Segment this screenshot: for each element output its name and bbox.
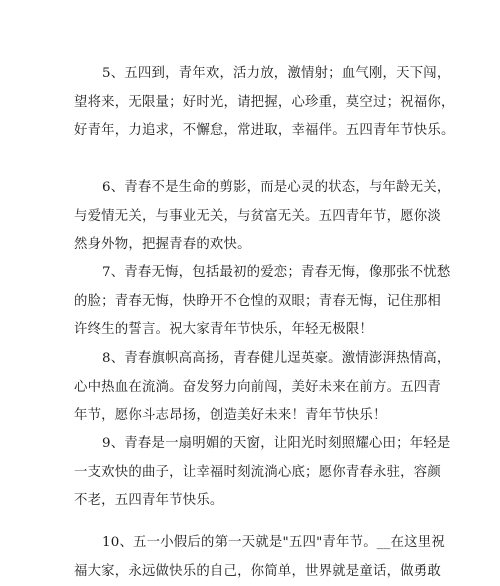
paragraph-5 bbox=[74, 60, 434, 146]
paragraph-line: 10、五一小假后的第一天就是"五四"青年节。__在这里祝 bbox=[74, 529, 434, 558]
paragraph-line: 7、青春无悔，包括最初的爱恋；青春无悔，像那张不忧愁 bbox=[74, 259, 434, 288]
paragraph-line: 望将来，无限量；好时光，请把握，心珍重，莫空过；祝福你， bbox=[74, 89, 434, 118]
paragraph-10 bbox=[74, 529, 434, 586]
paragraph-9 bbox=[74, 430, 434, 516]
paragraph-line: 不老，五四青年节快乐。 bbox=[74, 487, 434, 516]
paragraph-line: 与爱情无关，与事业无关，与贫富无关。五四青年节，愿你淡 bbox=[74, 203, 434, 232]
paragraph-line: 5、五四到，青年欢，活力放，激情射；血气刚，天下闯， bbox=[74, 60, 434, 89]
paragraph-line: 9、青春是一扇明媚的天窗，让阳光时刻照耀心田；年轻是 bbox=[74, 430, 434, 459]
paragraph-8 bbox=[74, 345, 434, 431]
paragraph-line: 6、青春不是生命的剪影，而是心灵的状态，与年龄无关， bbox=[74, 174, 434, 203]
paragraph-line: 的脸；青春无悔，快睁开不仓惶的双眼；青春无悔，记住那相 bbox=[74, 288, 434, 317]
paragraph-7 bbox=[74, 259, 434, 345]
paragraph-line: 然身外物，把握青春的欢快。 bbox=[74, 231, 434, 260]
paragraph-line: 年节，愿你斗志昂扬，创造美好未来！青年节快乐！ bbox=[74, 402, 434, 431]
paragraph-line: 好青年，力追求，不懈怠，常进取，幸福伴。五四青年节快乐。 bbox=[74, 117, 434, 146]
paragraph-line: 福大家，永远做快乐的自己，你简单，世界就是童话，做勇敢 bbox=[74, 558, 434, 586]
paragraph-6 bbox=[74, 174, 434, 260]
paragraph-line: 一支欢快的曲子，让幸福时刻流淌心底；愿你青春永驻，容颜 bbox=[74, 459, 434, 488]
paragraph-line: 8、青春旗帜高高扬，青春健儿逞英豪。激情澎湃热情高， bbox=[74, 345, 434, 374]
paragraph-line: 许终生的誓言。祝大家青年节快乐，年轻无极限！ bbox=[74, 316, 434, 345]
paragraph-line: 心中热血在流淌。奋发努力向前闯，美好未来在前方。五四青 bbox=[74, 374, 434, 403]
